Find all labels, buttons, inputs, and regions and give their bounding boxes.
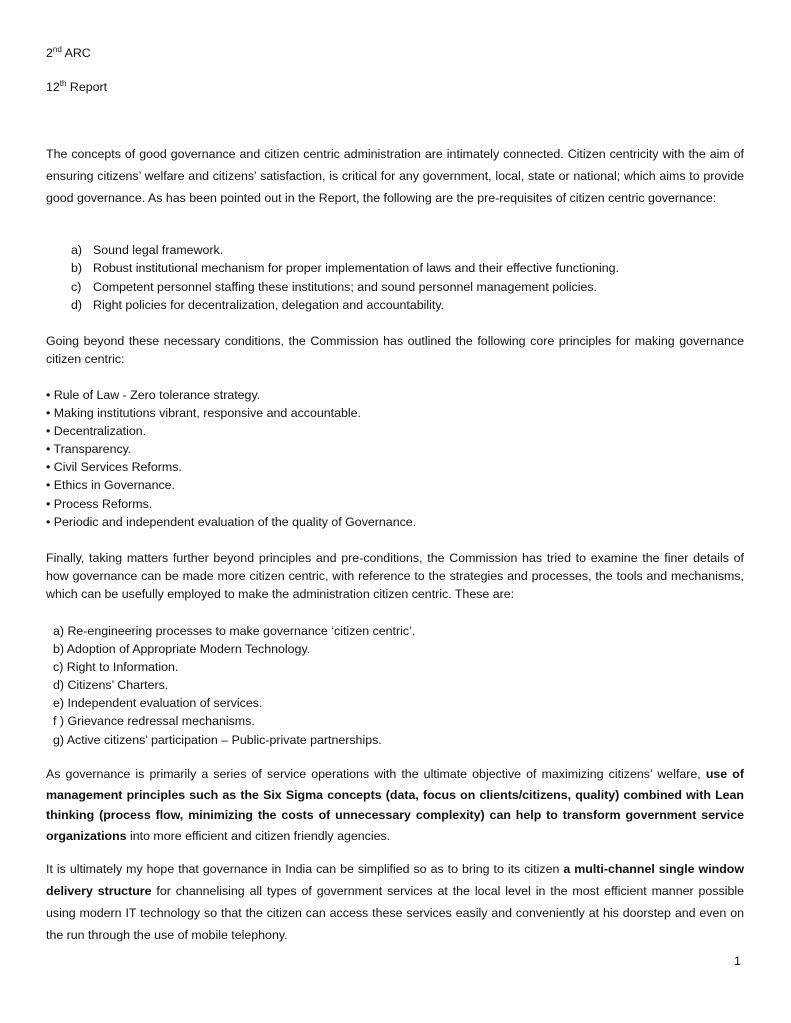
header-report-series: 2nd ARC [46,45,91,60]
intro-paragraph: The concepts of good governance and citizen centric administration are intimately connected. Citizen centricity with the aim of ensuring citizens’ welfare and citizens’ satisfaction, is critical for any government, local, state or national; which aims to provide good governance. As has been pointed out in the Report, the following are the pre-requisites of citizen centric governance: [46,147,744,205]
header-report-number: 12th Report [46,79,108,94]
list-item: • Process Reforms. [46,496,153,511]
list-item: b) Adoption of Appropriate Modern Technology. [53,642,311,657]
list-item: d) Right policies for decentralization, delegation and accountability. [71,297,445,312]
six-sigma-paragraph: As governance is primarily a series of service operations with the ultimate objective of maximizing citizens’ welfare, use of management principles such as the Six Sigma concepts (data, focus on clients/citizens, quality) combined with Lean thinking (process flow, minimizing the costs of unnecessary complexity) can help to transform government service organizations into more efficient and citizen friendly agencies. [46,767,744,843]
page-number: 1 [734,954,741,968]
list-item: a) Re-engineering processes to make governance ‘citizen centric’. [53,624,416,638]
list-item: f ) Grievance redressal mechanisms. [53,714,255,729]
tools-intro-paragraph: Finally, taking matters further beyond principles and pre-conditions, the Commission has tried to examine the finer details of how governance can be made more citizen centric, with reference to the strategies and processes, the tools and mechanisms, which can be usefully employed to make the administration citizen centric. These are: [46,551,744,601]
list-item: • Decentralization. [46,424,147,439]
list-item: • Making institutions vibrant, responsive and accountable. [46,406,361,421]
list-item: • Ethics in Governance. [46,478,175,493]
tools-list [53,622,415,749]
list-item: e) Independent evaluation of services. [53,696,263,711]
list-item: b) Robust institutional mechanism for proper implementation of laws and their effective functioning. [71,261,619,276]
list-item: • Periodic and independent evaluation of the quality of Governance. [46,514,417,529]
single-window-paragraph: It is ultimately my hope that governance in India can be simplified so as to bring to its citizen a multi-channel single window delivery structure for channelising all types of government services at the local level in the most efficient manner possible using modern IT technology so that the citizen can access these services easily and conveniently at his doorstep and even on the run through the use of mobile telephony. [46,862,744,942]
list-item: c) Right to Information. [53,660,179,675]
list-item: d) Citizens’ Charters. [53,678,169,693]
principles-list [46,386,416,531]
list-item: • Civil Services Reforms. [46,460,182,475]
list-item: • Rule of Law - Zero tolerance strategy. [46,388,261,402]
list-item: g) Active citizens’ participation – Public-private partnerships. [53,732,382,747]
principles-intro-paragraph: Going beyond these necessary conditions, the Commission has outlined the following core principles for making governance citizen centric: [46,334,744,366]
list-item: c) Competent personnel staffing these institutions; and sound personnel management policies. [71,279,597,294]
list-item: • Transparency. [46,442,132,457]
prerequisites-list [71,241,619,314]
list-item: a) Sound legal framework. [71,243,224,257]
